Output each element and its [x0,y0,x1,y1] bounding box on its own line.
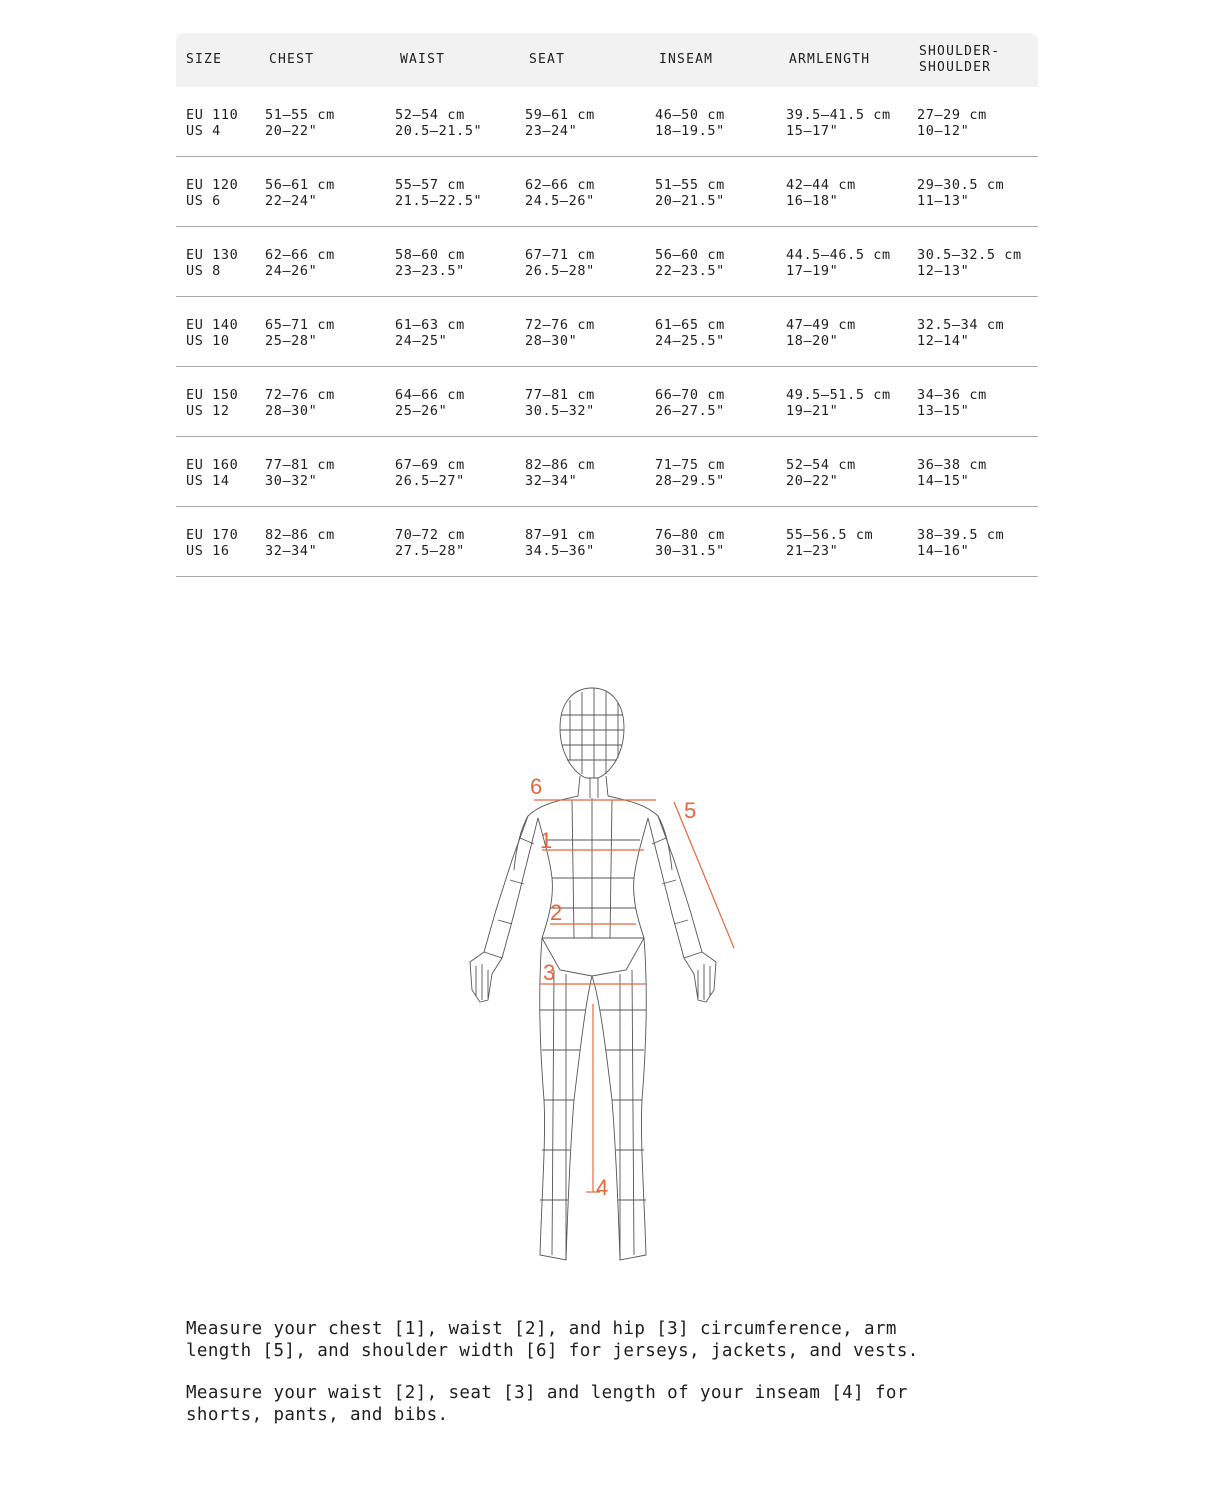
cell-line: 27–29 cm [917,107,987,123]
table-cell [786,317,856,349]
cell-line: 14–16" [917,543,970,559]
cell-line: 65–71 cm [265,317,335,333]
table-cell [655,457,725,489]
cell-line: US 14 [186,473,230,489]
cell-line: 12–13" [917,263,970,279]
label-seat: 3 [543,960,556,985]
label-arm: 5 [684,798,697,823]
cell-line: 11–13" [917,193,970,209]
table-cell [395,247,465,279]
table-cell [395,107,482,139]
table-cell [265,387,335,419]
cell-line: 30.5–32.5 cm [917,247,1022,263]
table-cell [917,107,987,139]
cell-line: US 6 [186,193,221,209]
cell-line: 24–25" [395,333,448,349]
cell-line: 87–91 cm [525,527,595,543]
cell-line: 52–54 cm [786,457,856,473]
arm-line [674,802,734,948]
table-cell [395,317,465,349]
table-cell [265,107,335,139]
cell-line: 32–34" [525,473,578,489]
table-cell [655,177,725,209]
cell-line: 26.5–27" [395,473,465,489]
cell-line: 30–32" [265,473,318,489]
cell-line: 14–15" [917,473,970,489]
cell-line: US 16 [186,543,230,559]
cell-line: 22–24" [265,193,318,209]
table-cell [186,317,238,349]
table-cell [786,527,873,559]
table-cell [265,177,335,209]
cell-line: 44.5–46.5 cm [786,247,891,263]
label-shoulder: 6 [530,774,543,799]
cell-line: 28–30" [265,403,318,419]
header-chest: CHEST [269,52,315,67]
table-cell [186,387,238,419]
header-armlength: ARMLENGTH [789,52,871,67]
cell-line: 13–15" [917,403,970,419]
table-cell [395,527,465,559]
label-chest: 1 [540,828,553,853]
cell-line: EU 120 [186,177,239,193]
table-row [176,437,1038,507]
table-cell [786,247,891,279]
table-cell [395,177,482,209]
cell-line: 62–66 cm [265,247,335,263]
table-row [176,507,1038,577]
table-cell [917,527,1004,559]
cell-line: US 10 [186,333,230,349]
cell-line: 25–28" [265,333,318,349]
cell-line: 52–54 cm [395,107,465,123]
table-cell [786,107,891,139]
cell-line: 61–63 cm [395,317,465,333]
cell-line: 20–22" [265,123,318,139]
cell-line: 56–60 cm [655,247,725,263]
table-cell [525,527,595,559]
table-cell [525,317,595,349]
cell-line: 29–30.5 cm [917,177,1005,193]
cell-line: 30–31.5" [655,543,725,559]
cell-line: 26–27.5" [655,403,725,419]
cell-line: 10–12" [917,123,970,139]
cell-line: US 12 [186,403,230,419]
table-body [176,87,1038,577]
cell-line: 61–65 cm [655,317,725,333]
cell-line: 71–75 cm [655,457,725,473]
cell-line: 12–14" [917,333,970,349]
header-size: SIZE [186,52,223,67]
table-cell [525,387,595,419]
cell-line: 51–55 cm [655,177,725,193]
cell-line: 67–69 cm [395,457,465,473]
cell-line: 77–81 cm [265,457,335,473]
cell-line: 18–20" [786,333,839,349]
cell-line: EU 140 [186,317,239,333]
cell-line: 64–66 cm [395,387,465,403]
cell-line: 22–23.5" [655,263,725,279]
note-tops: Measure your chest [1], waist [2], and hip [3] circumference, arm length [5], and shoulder width [6] for jerseys, jackets, and vests. [186,1319,919,1361]
table-cell [525,457,595,489]
cell-line: 20.5–21.5" [395,123,483,139]
cell-line: 21.5–22.5" [395,193,483,209]
cell-line: 24–25.5" [655,333,725,349]
table-row [176,367,1038,437]
cell-line: 20–21.5" [655,193,725,209]
cell-line: EU 130 [186,247,239,263]
cell-line: EU 170 [186,527,239,543]
table-cell [186,527,238,559]
table-row [176,227,1038,297]
cell-line: 28–29.5" [655,473,725,489]
size-table [176,33,1038,577]
note-bottoms: Measure your waist [2], seat [3] and length of your inseam [4] for shorts, pants, and bibs. [186,1383,908,1425]
table-row [176,157,1038,227]
cell-line: 20–22" [786,473,839,489]
cell-line: 47–49 cm [786,317,856,333]
cell-line: 32.5–34 cm [917,317,1005,333]
header-inseam: INSEAM [659,52,714,67]
cell-line: 77–81 cm [525,387,595,403]
table-cell [525,107,595,139]
table-cell [186,177,238,209]
cell-line: 36–38 cm [917,457,987,473]
cell-line: EU 110 [186,107,239,123]
cell-line: 49.5–51.5 cm [786,387,891,403]
table-cell [655,317,725,349]
cell-line: 56–61 cm [265,177,335,193]
cell-line: 25–26" [395,403,448,419]
cell-line: 23–23.5" [395,263,465,279]
table-cell [786,387,891,419]
label-inseam: 4 [596,1175,609,1200]
cell-line: 67–71 cm [525,247,595,263]
body-measurement-figure [440,670,760,1270]
table-cell [917,177,1004,209]
table-row [176,87,1038,157]
cell-line: 23–24" [525,123,578,139]
cell-line: 18–19.5" [655,123,725,139]
cell-line: 72–76 cm [525,317,595,333]
table-cell [917,317,1004,349]
table-cell [186,457,238,489]
cell-line: 58–60 cm [395,247,465,263]
cell-line: 76–80 cm [655,527,725,543]
cell-line: 17–19" [786,263,839,279]
table-cell [525,247,595,279]
header-seat: SEAT [529,52,566,67]
cell-line: 28–30" [525,333,578,349]
table-cell [655,527,725,559]
table-cell [786,457,856,489]
cell-line: 72–76 cm [265,387,335,403]
header-shoulder: SHOULDER- SHOULDER [919,44,1001,75]
table-header [176,33,1038,87]
cell-line: 32–34" [265,543,318,559]
cell-line: 59–61 cm [525,107,595,123]
cell-line: 26.5–28" [525,263,595,279]
cell-line: 51–55 cm [265,107,335,123]
cell-line: 70–72 cm [395,527,465,543]
label-waist: 2 [550,900,563,925]
cell-line: 27.5–28" [395,543,465,559]
cell-line: 82–86 cm [265,527,335,543]
table-cell [265,317,335,349]
cell-line: 82–86 cm [525,457,595,473]
table-cell [186,247,238,279]
cell-line: 62–66 cm [525,177,595,193]
table-cell [395,457,465,489]
cell-line: 46–50 cm [655,107,725,123]
cell-line: 34–36 cm [917,387,987,403]
cell-line: 55–56.5 cm [786,527,874,543]
cell-line: EU 160 [186,457,239,473]
cell-line: 16–18" [786,193,839,209]
cell-line: US 8 [186,263,221,279]
cell-line: 24–26" [265,263,318,279]
table-cell [917,387,987,419]
measurement-notes [186,1318,926,1446]
cell-line: 55–57 cm [395,177,465,193]
table-row [176,297,1038,367]
cell-line: 15–17" [786,123,839,139]
table-cell [525,177,595,209]
table-cell [655,247,725,279]
cell-line: 30.5–32" [525,403,595,419]
cell-line: 24.5–26" [525,193,595,209]
cell-line: 38–39.5 cm [917,527,1005,543]
cell-line: 66–70 cm [655,387,725,403]
table-cell [186,107,238,139]
cell-line: 42–44 cm [786,177,856,193]
cell-line: US 4 [186,123,221,139]
cell-line: 34.5–36" [525,543,595,559]
table-cell [265,457,335,489]
table-cell [917,247,1022,279]
cell-line: 21–23" [786,543,839,559]
cell-line: 39.5–41.5 cm [786,107,891,123]
header-waist: WAIST [400,52,446,67]
cell-line: 19–21" [786,403,839,419]
table-cell [917,457,987,489]
cell-line: EU 150 [186,387,239,403]
table-cell [786,177,856,209]
table-cell [265,527,335,559]
table-cell [655,387,725,419]
table-cell [265,247,335,279]
table-cell [655,107,725,139]
table-cell [395,387,465,419]
